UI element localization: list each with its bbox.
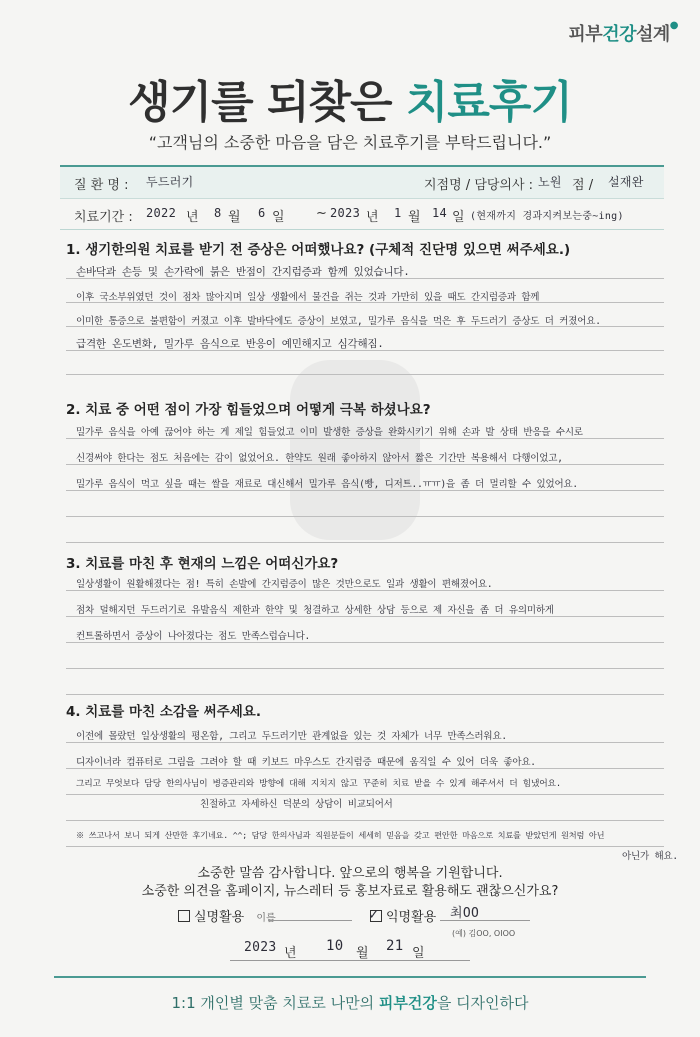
- brand-suffix: 설계: [635, 24, 670, 45]
- answer-1-line-3[interactable]: 이미한 통증으로 불편함이 커졌고 이후 발바닥에도 증상이 보였고, 밀가루 음식을 먹은 후 두드러기 증상도 더 커졌어요.: [76, 316, 601, 327]
- question-3: 3. 치료를 마친 후 현재의 느낌은 어떠신가요?: [66, 556, 339, 572]
- date-line: [230, 960, 470, 961]
- date-year[interactable]: 2023: [244, 940, 277, 955]
- start-day-unit: 일: [272, 210, 285, 225]
- ruled-line: [66, 668, 664, 669]
- real-name-checkbox[interactable]: [178, 910, 190, 922]
- answer-3-line-3[interactable]: 컨트롤하면서 증상이 나아졌다는 점도 만족스럽습니다.: [76, 631, 311, 642]
- start-year[interactable]: 2022: [146, 206, 177, 220]
- period-label: 치료기간 :: [74, 210, 133, 225]
- checkmark-icon: ✓: [369, 905, 379, 923]
- page-subtitle: “고객님의 소중한 마음을 담은 치료후기를 부탁드립니다.”: [148, 133, 552, 152]
- period-tilde: ~: [316, 206, 327, 221]
- disease-value[interactable]: 두드러기: [146, 175, 194, 189]
- ruled-line: [66, 542, 664, 543]
- ruled-line: [66, 742, 664, 743]
- brand-accent: 건강: [602, 24, 636, 45]
- ruled-line: [66, 438, 664, 439]
- answer-3-line-1[interactable]: 일상생활이 원활해졌다는 점! 특히 손발에 간지럼증이 많은 것만으로도 일과 생활이 편해졌어요.: [76, 579, 493, 590]
- doctor-value[interactable]: 설재완: [608, 175, 644, 189]
- question-4: 4. 치료를 마친 소감을 써주세요.: [66, 704, 261, 720]
- branch-value[interactable]: 노원: [538, 175, 562, 189]
- branch-label: 지점명 / 담당의사 :: [424, 178, 534, 193]
- answer-1-line-1[interactable]: 손바닥과 손등 및 손가락에 붉은 반점이 간지럼증과 함께 있었습니다.: [76, 266, 410, 278]
- answer-4-line-6[interactable]: 아닌가 해요.: [622, 851, 678, 862]
- end-day[interactable]: 14: [432, 206, 448, 220]
- date-day[interactable]: 21: [386, 938, 404, 954]
- answer-1-line-4[interactable]: 급격한 온도변화, 밀가루 음식으로 반응이 예민해지고 심각해짐.: [76, 338, 384, 350]
- ruled-line: [66, 616, 664, 617]
- name-example: (예) 김OO, OIOO: [452, 929, 516, 938]
- start-month[interactable]: 8: [214, 206, 222, 220]
- start-month-unit: 월: [228, 210, 241, 225]
- brand-logo: [568, 20, 678, 46]
- footer-divider: [54, 976, 646, 978]
- ruled-line: [66, 374, 664, 375]
- date-year-unit: 년: [284, 946, 297, 961]
- end-day-unit: 일: [452, 210, 465, 225]
- anonymous-name-value[interactable]: 최OO: [450, 906, 480, 921]
- answer-2-line-2[interactable]: 신경써야 한다는 점도 처음에는 감이 없었어요. 한약도 원래 좋아하지 않아서 짧은 기간만 복용해서 다행이었고,: [76, 453, 563, 464]
- ruled-line: [66, 642, 664, 643]
- page-title: [0, 66, 700, 130]
- info-form: [60, 165, 664, 230]
- anonymous-name-line: [440, 920, 530, 921]
- real-name-label: 실명활용: [194, 910, 245, 925]
- thanks-line-1: 소중한 말씀 감사합니다. 앞으로의 행복을 기원합니다.: [197, 866, 503, 881]
- footer-accent: 피부건강: [378, 994, 437, 1012]
- thanks-line-2: 소중한 의견을 홈페이지, 뉴스레터 등 홍보자료로 활용해도 괜찮으신가요?: [141, 884, 559, 899]
- ruled-line: [66, 820, 664, 821]
- start-year-unit: 년: [186, 210, 199, 225]
- question-1: 1. 생기한의원 치료를 받기 전 증상은 어떠했나요? (구체적 진단명 있으면 써주세요.): [66, 242, 571, 258]
- info-row-disease: [60, 167, 664, 198]
- ruled-line: [66, 464, 664, 465]
- answer-4-line-1[interactable]: 이전에 몰랐던 일상생활의 평온함, 그리고 두드러기만 관계없을 있는 것 자체가 너무 만족스러워요.: [76, 731, 507, 742]
- end-month-unit: 월: [408, 210, 421, 225]
- question-2: 2. 치료 중 어떤 점이 가장 힘들었으며 어떻게 극복 하셨나요?: [66, 402, 431, 418]
- ruled-line: [66, 768, 664, 769]
- footer-slogan: [0, 992, 700, 1013]
- end-year[interactable]: 2023: [330, 206, 361, 220]
- consent-real-name[interactable]: [178, 906, 276, 925]
- real-name-line: [268, 920, 352, 921]
- answer-2-line-3[interactable]: 밀가루 음식이 먹고 싶을 때는 쌀을 재료로 대신해서 밀가루 음식(빵, 디저트..ㅠㅠ)을 좀 더 멀리할 수 있었어요.: [76, 479, 578, 490]
- ruled-line: [66, 694, 664, 695]
- info-row-period: [60, 198, 664, 230]
- answer-4-line-4[interactable]: 친절하고 자세하신 덕분의 상담이 비교되어서: [200, 799, 393, 810]
- branch-unit: 점 /: [572, 178, 594, 193]
- start-day[interactable]: 6: [258, 206, 266, 220]
- footer-suffix: 을 디자인하다: [436, 994, 529, 1012]
- date-month[interactable]: 10: [326, 938, 344, 954]
- anonymous-checkbox[interactable]: [369, 905, 382, 923]
- answer-4-line-2[interactable]: 디자이너라 컴퓨터로 그림을 그려야 할 때 키보드 마우스도 간지럼증 때문에 움직일 수 있어 더욱 좋아요.: [76, 757, 536, 768]
- end-month[interactable]: 1: [394, 206, 402, 220]
- answer-4-line-3[interactable]: 그리고 무엇보다 담당 한의사님이 병증관리와 방향에 대해 지치지 않고 꾸준히 치료 받을 수 있게 해주셔서 더 힘냈어요.: [76, 779, 561, 789]
- brand-prefix: 피부: [568, 24, 603, 45]
- ruled-line: [66, 794, 664, 795]
- ruled-line: [66, 516, 664, 517]
- end-year-unit: 년: [366, 210, 379, 225]
- anonymous-label: 익명활용: [386, 910, 437, 925]
- name-label: 이름: [256, 913, 276, 924]
- disease-label: 질 환 명 :: [74, 178, 129, 193]
- answer-2-line-1[interactable]: 밀가루 음식을 아예 끊어야 하는 게 제일 힘들었고 이미 발생한 증상을 완화시키기 위해 손과 발 상태 반응을 수시로: [76, 427, 583, 438]
- consent-anonymous[interactable]: [370, 906, 436, 925]
- brand-dot-icon: ●: [669, 20, 678, 31]
- date-day-unit: 일: [412, 946, 425, 961]
- title-accent: 치료후기: [405, 77, 572, 128]
- footer-prefix: 1:1 개인별 맞춤 치료로 나만의: [171, 994, 379, 1012]
- ruled-line: [66, 590, 664, 591]
- answer-3-line-2[interactable]: 점차 덜해지던 두드러기로 유발음식 제한과 한약 및 청결하고 상세한 상담 등으로 제 자신을 좀 더 유의미하게: [76, 605, 554, 616]
- title-main: 생기를 되찾은: [128, 77, 406, 128]
- answer-4-line-5[interactable]: ※ 쓰고나서 보니 되게 산만한 후기네요. ^^; 담당 한의사님과 직원분들이 세세히 믿음을 갖고 편안한 마음으로 치료를 받았던게 원처럼 아닌: [76, 830, 605, 840]
- ruled-line: [66, 490, 664, 491]
- period-note[interactable]: (현재까지 경과지켜보는중~ing): [470, 211, 624, 222]
- ruled-line: [66, 846, 664, 847]
- answer-1-line-2[interactable]: 이후 국소부위였던 것이 점차 많아지며 일상 생활에서 물건을 쥐는 것과 가만히 있을 때도 간지럼증과 함께: [76, 292, 540, 303]
- date-month-unit: 월: [356, 946, 369, 961]
